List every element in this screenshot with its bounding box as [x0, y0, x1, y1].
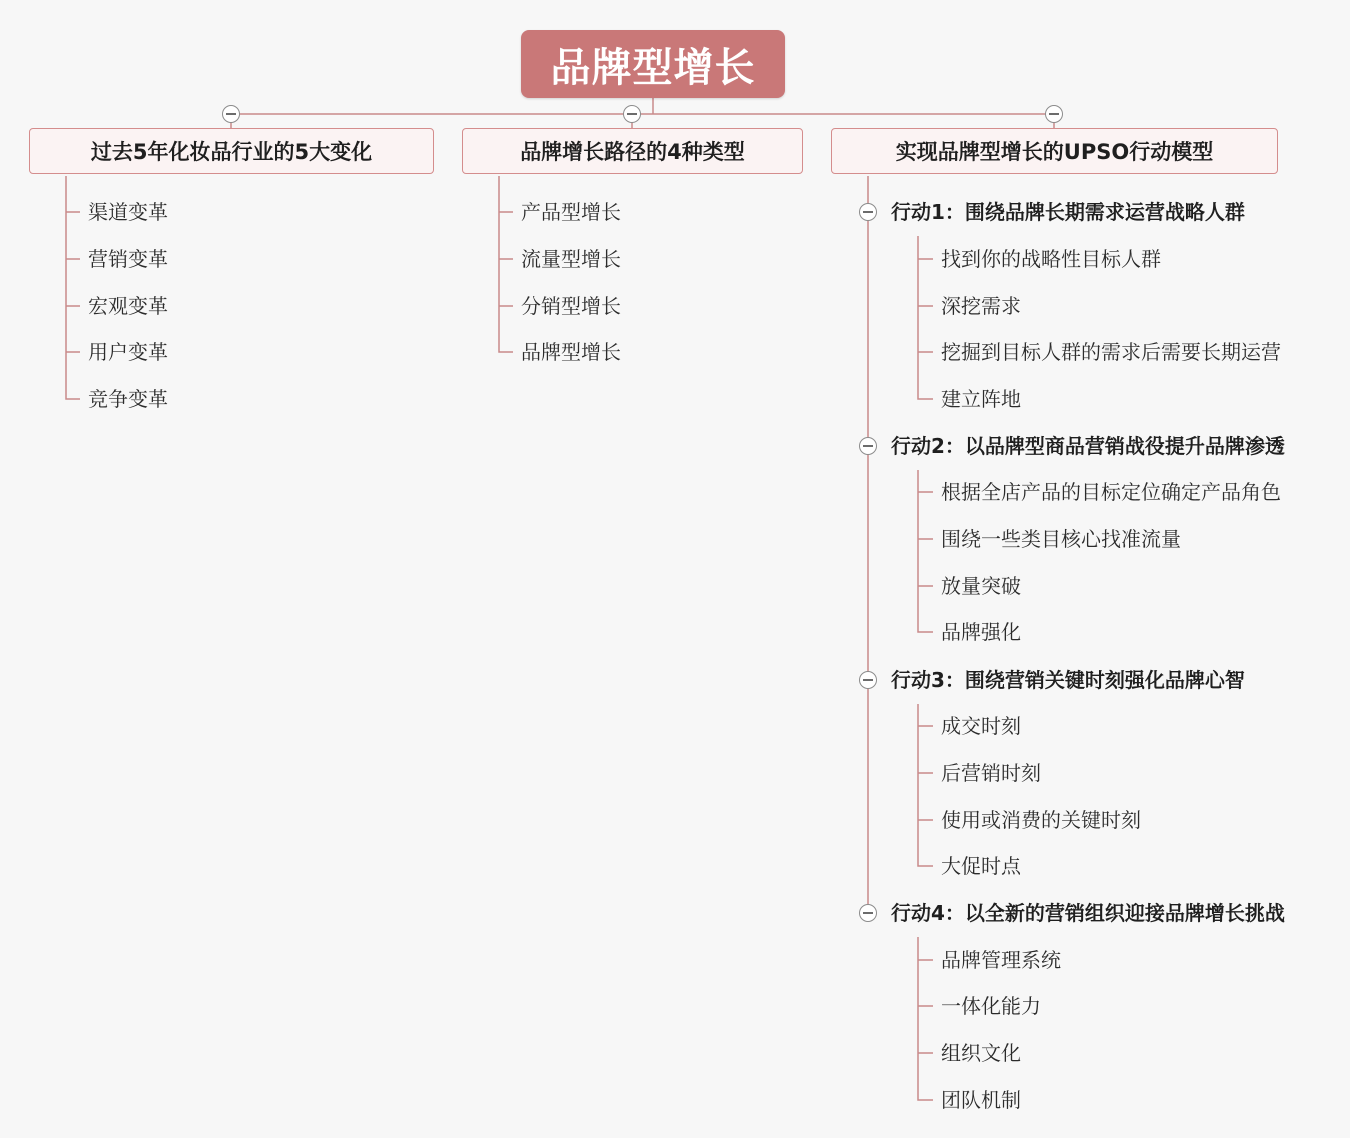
list-item[interactable]: 后营销时刻 [941, 761, 1041, 785]
action-3-tree [918, 704, 933, 866]
list-item[interactable]: 流量型增长 [521, 247, 621, 271]
list-item[interactable]: 组织文化 [941, 1041, 1021, 1065]
collapse-icon[interactable] [859, 671, 877, 689]
collapse-icon[interactable] [859, 904, 877, 922]
list-item[interactable]: 成交时刻 [941, 714, 1021, 738]
root-topic[interactable]: 品牌型增长 [521, 30, 785, 98]
list-item[interactable]: 根据全店产品的目标定位确定产品角色 [941, 480, 1281, 504]
list-item[interactable]: 深挖需求 [941, 294, 1021, 318]
action-2-tree [918, 470, 933, 632]
list-item[interactable]: 团队机制 [941, 1088, 1021, 1112]
list-item[interactable]: 用户变革 [88, 340, 168, 364]
action-topic[interactable]: 行动1：围绕品牌长期需求运营战略人群 [891, 200, 1245, 224]
list-item[interactable]: 围绕一些类目核心找准流量 [941, 527, 1181, 551]
topic-industry-changes[interactable]: 过去5年化妆品行业的5大变化 [29, 128, 434, 174]
collapse-icon[interactable] [859, 203, 877, 221]
collapse-icon[interactable] [222, 105, 240, 123]
list-item[interactable]: 品牌强化 [941, 620, 1021, 644]
list-item[interactable]: 品牌管理系统 [941, 948, 1061, 972]
action-1-tree [918, 236, 933, 399]
action-topic[interactable]: 行动3：围绕营销关键时刻强化品牌心智 [891, 668, 1245, 692]
collapse-icon[interactable] [623, 105, 641, 123]
list-item[interactable]: 找到你的战略性目标人群 [941, 247, 1161, 271]
list-item[interactable]: 竞争变革 [88, 387, 168, 411]
list-item[interactable]: 分销型增长 [521, 294, 621, 318]
collapse-icon[interactable] [859, 437, 877, 455]
action-topic[interactable]: 行动4：以全新的营销组织迎接品牌增长挑战 [891, 901, 1285, 925]
topic-upso-model[interactable]: 实现品牌型增长的UPSO行动模型 [831, 128, 1278, 174]
list-item[interactable]: 大促时点 [941, 854, 1021, 878]
list-item[interactable]: 建立阵地 [941, 387, 1021, 411]
list-item[interactable]: 营销变革 [88, 247, 168, 271]
list-item[interactable]: 品牌型增长 [521, 340, 621, 364]
list-item[interactable]: 产品型增长 [521, 200, 621, 224]
collapse-icon[interactable] [1045, 105, 1063, 123]
branch-2-tree [499, 176, 513, 352]
list-item[interactable]: 宏观变革 [88, 294, 168, 318]
list-item[interactable]: 渠道变革 [88, 200, 168, 224]
list-item[interactable]: 放量突破 [941, 574, 1021, 598]
list-item[interactable]: 使用或消费的关键时刻 [941, 808, 1141, 832]
action-topic[interactable]: 行动2：以品牌型商品营销战役提升品牌渗透 [891, 434, 1285, 458]
action-4-tree [918, 937, 933, 1100]
list-item[interactable]: 一体化能力 [941, 994, 1041, 1018]
branch-1-tree [66, 176, 80, 399]
topic-growth-paths[interactable]: 品牌增长路径的4种类型 [462, 128, 803, 174]
list-item[interactable]: 挖掘到目标人群的需求后需要长期运营 [941, 340, 1281, 364]
